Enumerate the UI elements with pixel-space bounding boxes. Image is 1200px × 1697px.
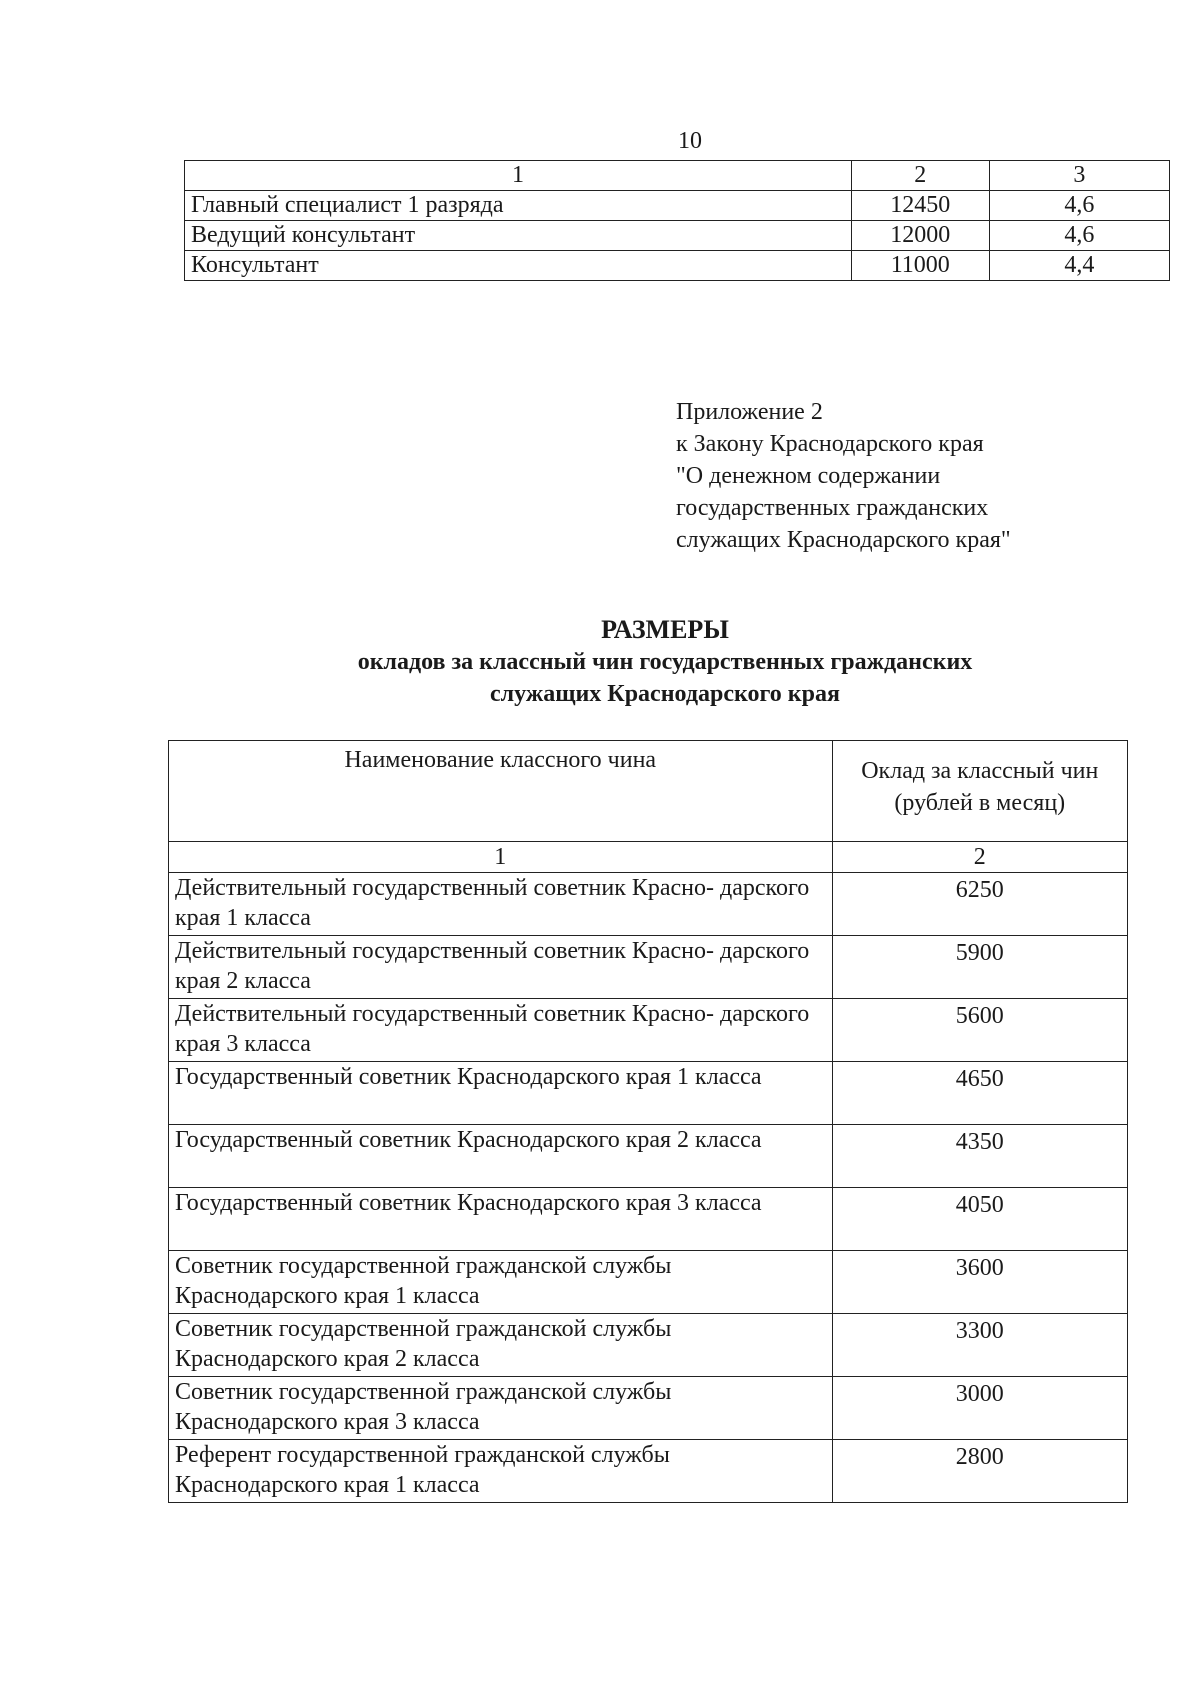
header-cell-rank-name: Наименование классного чина bbox=[169, 741, 833, 842]
rank-name: Советник государственной гражданской службы Краснодарского края 2 класса bbox=[169, 1314, 833, 1377]
table-row bbox=[169, 1377, 1128, 1440]
heading-subtitle-line: служащих Краснодарского края bbox=[490, 681, 840, 707]
salary-value: 4650 bbox=[832, 1062, 1127, 1125]
rank-name: Государственный советник Краснодарского края 3 класса bbox=[169, 1188, 833, 1251]
index-cell: 2 bbox=[832, 842, 1127, 873]
table-row bbox=[169, 999, 1128, 1062]
table-header-row bbox=[185, 161, 1170, 191]
annex-line: государственных гражданских bbox=[676, 495, 989, 521]
rank-name: Государственный советник Краснодарского края 2 класса bbox=[169, 1125, 833, 1188]
annex-line: Приложение 2 bbox=[676, 399, 823, 425]
salary-value: 6250 bbox=[832, 873, 1127, 936]
salary-value: 5900 bbox=[832, 936, 1127, 999]
header-cell: 2 bbox=[851, 161, 989, 191]
position-name: Главный специалист 1 разряда bbox=[185, 191, 852, 221]
header-cell: 1 bbox=[185, 161, 852, 191]
salary-value: 2800 bbox=[832, 1440, 1127, 1503]
table-row bbox=[169, 1188, 1128, 1251]
table-row bbox=[169, 1251, 1128, 1314]
annex-line: "О денежном содержании bbox=[676, 463, 941, 489]
rank-name: Советник государственной гражданской службы Краснодарского края 3 класса bbox=[169, 1377, 833, 1440]
salary-value: 3000 bbox=[832, 1377, 1127, 1440]
salary-value: 3600 bbox=[832, 1251, 1127, 1314]
heading-subtitle-line: окладов за классный чин государственных гражданских bbox=[357, 649, 973, 675]
rank-name: Советник государственной гражданской службы Краснодарского края 1 класса bbox=[169, 1251, 833, 1314]
annex-reference bbox=[676, 396, 1136, 556]
heading-title: РАЗМЕРЫ bbox=[601, 615, 729, 644]
coefficient-value: 4,6 bbox=[989, 221, 1169, 251]
salary-coefficient-table bbox=[184, 160, 1170, 281]
index-cell: 1 bbox=[169, 842, 833, 873]
salary-value: 11000 bbox=[851, 251, 989, 281]
rank-name: Референт государственной гражданской службы Краснодарского края 1 класса bbox=[169, 1440, 833, 1503]
table-row bbox=[169, 1062, 1128, 1125]
salary-value: 4050 bbox=[832, 1188, 1127, 1251]
table-row bbox=[169, 1314, 1128, 1377]
table-row bbox=[169, 936, 1128, 999]
header-cell: 3 bbox=[989, 161, 1169, 191]
table-row bbox=[169, 1440, 1128, 1503]
table-row bbox=[185, 221, 1170, 251]
table-row bbox=[185, 251, 1170, 281]
annex-line: к Закону Краснодарского края bbox=[676, 431, 984, 457]
coefficient-value: 4,6 bbox=[989, 191, 1169, 221]
rank-name: Действительный государственный советник Красно- дарского края 1 класса bbox=[169, 873, 833, 936]
table-row bbox=[185, 191, 1170, 221]
table-header-row bbox=[169, 741, 1128, 842]
salary-value: 3300 bbox=[832, 1314, 1127, 1377]
rank-name: Государственный советник Краснодарского края 1 класса bbox=[169, 1062, 833, 1125]
salary-value: 12000 bbox=[851, 221, 989, 251]
annex-line: служащих Краснодарского края" bbox=[676, 527, 1011, 553]
page-number: 10 bbox=[678, 128, 702, 154]
table-row bbox=[169, 1125, 1128, 1188]
header-cell-salary: Оклад за классный чин (рублей в месяц) bbox=[832, 741, 1127, 842]
table-row bbox=[169, 873, 1128, 936]
position-name: Консультант bbox=[185, 251, 852, 281]
coefficient-value: 4,4 bbox=[989, 251, 1169, 281]
table-index-row bbox=[169, 842, 1128, 873]
salary-value: 5600 bbox=[832, 999, 1127, 1062]
document-heading bbox=[180, 614, 1150, 710]
rank-name: Действительный государственный советник Красно- дарского края 3 класса bbox=[169, 999, 833, 1062]
salary-value: 12450 bbox=[851, 191, 989, 221]
rank-name: Действительный государственный советник Красно- дарского края 2 класса bbox=[169, 936, 833, 999]
position-name: Ведущий консультант bbox=[185, 221, 852, 251]
class-rank-salary-table bbox=[168, 740, 1128, 1503]
salary-value: 4350 bbox=[832, 1125, 1127, 1188]
